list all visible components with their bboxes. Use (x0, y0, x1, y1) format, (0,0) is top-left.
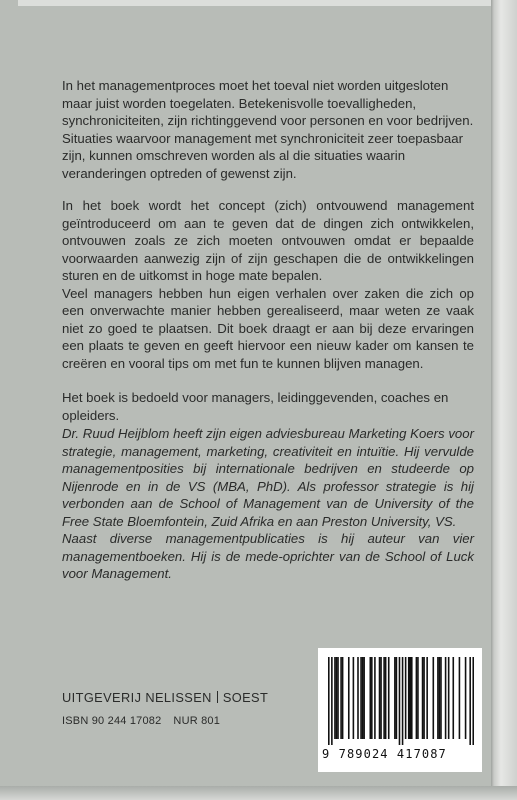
barcode-digits: 9 789024 417087 (322, 747, 447, 761)
author-bio-paragraph-1: Dr. Ruud Heijblom heeft zijn eigen adviesbureau Marketing Koers voor strategie, management, marketing, creativiteit en intuïtie. Hij vervulde managementposities bij internationale bedrijven en studeerde op Nijenrode en in de VS (MBA, PhD). Als professor strategie is hij verbonden aan de School of Management van de University of the Free State Bloemfontein, Zuid Afrika en aan Preston University, VS. (62, 426, 474, 529)
blurb-intro (62, 77, 474, 182)
blurb-paragraph-2b: Veel managers hebben hun eigen verhalen over zaken die zich op een onverwachte manier hebben gerealiseerd, maar weten ze vaak niet zo goed te plaatsen. Dit boek draagt er aan bij deze ervaringen een plaats te geven en geeft hiervoor een nieuw kader om kansen te creëren en vooral tips om met fun te kunnen blijven managen. (62, 285, 474, 371)
page-edge-bottom (0, 786, 517, 800)
barcode-bar (331, 657, 333, 745)
barcode-bar (334, 657, 336, 739)
barcode-bar (437, 657, 439, 739)
barcode-bar (363, 657, 365, 739)
barcode-bar (362, 657, 364, 739)
blurb-concept (62, 197, 474, 372)
barcode-bar (399, 657, 401, 745)
barcode-bar (423, 657, 425, 739)
barcode-bar (379, 657, 381, 739)
page-edge-side (491, 0, 517, 800)
barcode-bar (340, 657, 342, 739)
barcode-bar (439, 657, 441, 739)
isbn-number: ISBN 90 244 17082 (62, 715, 162, 727)
publisher-line (62, 690, 268, 705)
blurb-paragraph-1: In het managementproces moet het toeval niet worden uitgesloten maar juist worden toegelaten. Betekenisvolle toevalligheden, synchroniciteiten, zijn richtinggevend voor personen en voor bedrijven. (62, 78, 474, 128)
publisher-divider (217, 691, 218, 703)
barcode-bar (452, 657, 454, 739)
barcode-bar (348, 657, 350, 739)
barcode-bars (328, 657, 474, 745)
barcode-bar (337, 657, 339, 739)
blurb-paragraph-2: In het boek wordt het concept (zich) ontvouwend management geïntroduceerd om aan te geven dat de dingen zich ontwikkelen, ontvouwen zoals ze zich moeten ontvouwen omdat er bepaalde voorwaarden aanwezig zijn of zijn geschapen die de ontwikkelingen sturen en de uitkomst in hoge mate bepalen. (62, 198, 474, 283)
barcode-bar (396, 657, 398, 739)
barcode-label (318, 648, 482, 772)
barcode-bar (465, 657, 467, 739)
barcode-bar (385, 657, 387, 739)
barcode-bar (408, 657, 410, 739)
barcode-bar (417, 657, 419, 739)
barcode-bar (383, 657, 385, 739)
barcode-bar (374, 657, 376, 739)
barcode-bar (440, 657, 442, 739)
blurb-paragraph-1b: Situaties waarvoor management met synchroniciteit zeer toepasbaar zijn, kunnen omschreven worden als al die situaties waarin veranderingen optreden of gewenst zijn. (62, 130, 463, 181)
barcode-bar (342, 657, 344, 739)
nur-code: NUR 801 (173, 715, 221, 727)
barcode-bar (459, 657, 461, 739)
barcode-bar (433, 657, 435, 739)
author-bio (62, 425, 474, 583)
barcode-bar (472, 657, 474, 745)
barcode-bar (380, 657, 382, 739)
isbn-line (62, 715, 232, 727)
barcode-bar (448, 657, 450, 739)
barcode-bar (405, 657, 407, 739)
barcode-bar (416, 657, 418, 739)
barcode-bar (409, 657, 411, 739)
barcode-bar (360, 657, 362, 739)
barcode-bar (469, 657, 471, 745)
page-edge-top (18, 0, 517, 6)
blurb-paragraph-3: Het boek is bedoeld voor managers, leidinggevenden, coaches en opleiders. (62, 390, 449, 423)
barcode-bar (402, 657, 404, 745)
barcode-bar (445, 657, 447, 739)
publisher-name: UITGEVERIJ NELISSEN (62, 690, 212, 705)
barcode-bar (411, 657, 413, 739)
author-bio-paragraph-2: Naast diverse managementpublicaties is hij auteur van vier managementboeken. Hij is de mede-oprichter van de School of Luck voor Management. (62, 531, 474, 581)
barcode-bar (353, 657, 355, 739)
barcode-bar (357, 657, 359, 739)
barcode-bar (336, 657, 338, 739)
publisher-city: SOEST (222, 690, 269, 705)
barcode-bar (426, 657, 428, 739)
blurb-audience (62, 389, 474, 424)
barcode-bar (388, 657, 390, 739)
barcode-bar (422, 657, 424, 739)
barcode-bar (371, 657, 373, 739)
barcode-bar (394, 657, 396, 739)
barcode-bar (369, 657, 371, 739)
barcode-bar (328, 657, 330, 745)
